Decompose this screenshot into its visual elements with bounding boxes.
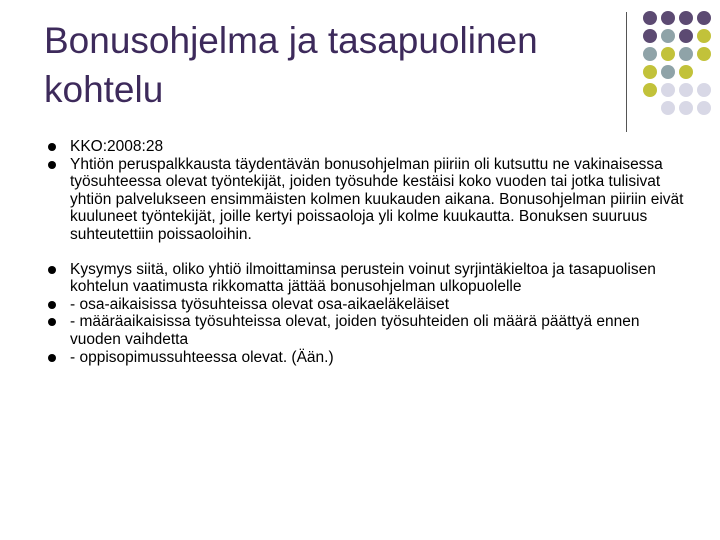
bullet-list-question <box>48 261 688 367</box>
slide-title-line-2: kohtelu <box>44 69 164 110</box>
bullet-item <box>48 261 688 296</box>
bullet-dot-icon <box>48 318 56 326</box>
bullet-text: Kysymys siitä, oliko yhtiö ilmoittaminsa perustein voinut syrjintäkieltoa ja tasapuolisen kohtelun vaatimusta rikkomatta jättää bonusohjelman ulkopuolelle <box>70 260 656 296</box>
bullet-text: - oppisopimussuhteessa olevat. (Ään.) <box>70 348 334 366</box>
decorative-dot <box>697 11 711 25</box>
decorative-dot <box>697 101 711 115</box>
decorative-dot <box>679 11 693 25</box>
decorative-dot <box>643 11 657 25</box>
decorative-dot <box>679 47 693 61</box>
bullet-dot-icon <box>48 161 56 169</box>
decorative-dot <box>661 11 675 25</box>
slide-title-line-1: Bonusohjelma ja tasapuolinen <box>44 20 538 61</box>
bullet-item <box>48 349 688 367</box>
decorative-dot <box>661 101 675 115</box>
decorative-dot <box>661 47 675 61</box>
bullet-dot-icon <box>48 266 56 274</box>
decorative-dot <box>661 29 675 43</box>
bullet-item <box>48 156 688 244</box>
slide-title <box>44 16 624 114</box>
bullet-text: - määräaikaisissa työsuhteissa olevat, joiden työsuhteiden oli määrä päättyä ennen vuoden vaihdetta <box>70 313 640 348</box>
decorative-dot <box>643 83 657 97</box>
bullet-dot-icon <box>48 354 56 362</box>
decorative-dot <box>661 65 675 79</box>
bullet-text: KKO:2008:28 <box>70 138 164 155</box>
decorative-dot <box>643 65 657 79</box>
decorative-dot <box>697 47 711 61</box>
decorative-dot <box>679 65 693 79</box>
bullet-list-case <box>48 138 688 244</box>
bullet-item <box>48 296 688 314</box>
decorative-dot <box>643 29 657 43</box>
decorative-divider-line <box>626 12 627 132</box>
bullet-dot-icon <box>48 143 56 151</box>
bullet-item <box>48 138 688 156</box>
bullet-text: - osa-aikaisissa työsuhteissa olevat osa-aikaeläkeläiset <box>70 295 450 313</box>
decorative-dot <box>643 47 657 61</box>
decorative-dot <box>679 101 693 115</box>
decorative-dot <box>679 29 693 43</box>
bullet-dot-icon <box>48 301 56 309</box>
decorative-dot <box>679 83 693 97</box>
bullet-text: Yhtiön peruspalkkausta täydentävän bonusohjelman piiriin oli kutsuttu ne vakinaisessa työsuhteessa olevat työntekijät, joiden työsuhde kestäisi koko vuoden tai jotka tulisivat yhtiön palvelukseen ensimmäisten kolmen kuukauden aikana. Bonusohjelman piiriin eivät kuuluneet työntekijät, joille kertyi poissaoloja yli kolme kuukautta. Bonuksen suuruus suhteutettiin poissaoloihin. <box>70 155 684 243</box>
decorative-dot <box>661 83 675 97</box>
decorative-dot <box>697 29 711 43</box>
bullet-item <box>48 313 688 348</box>
slide-body <box>48 138 688 366</box>
decorative-dot <box>697 83 711 97</box>
